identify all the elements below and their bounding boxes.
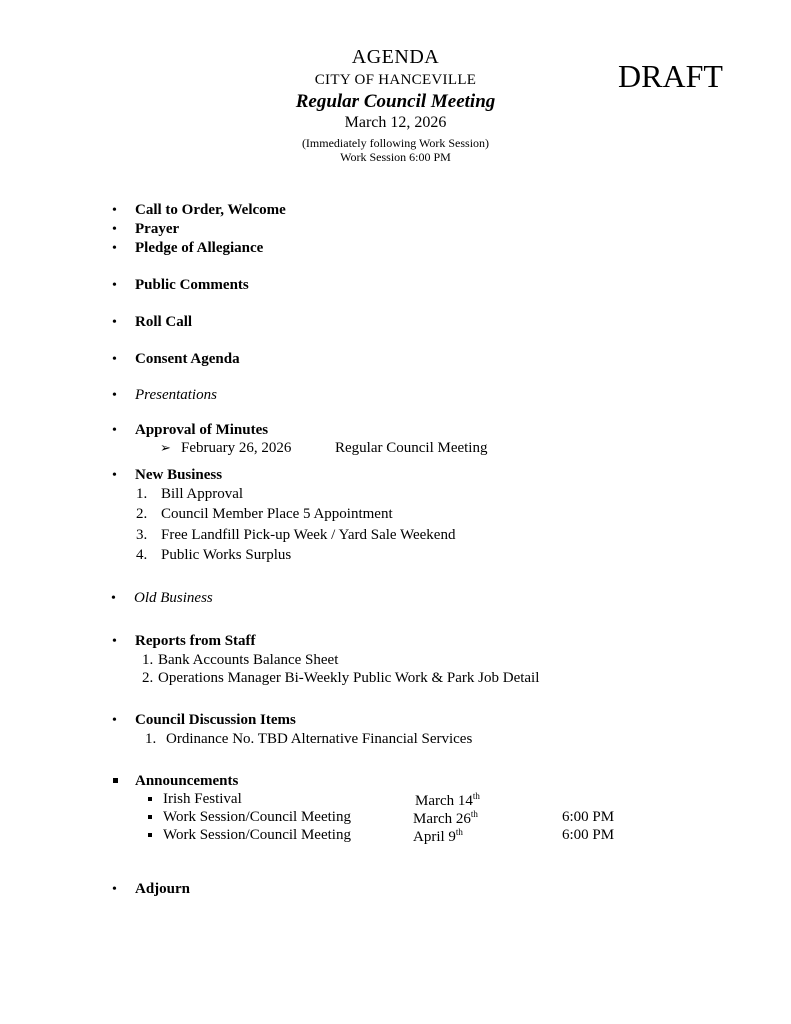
announcement-event: Irish Festival xyxy=(163,791,242,807)
bullet-icon: • xyxy=(112,882,117,897)
square-bullet-icon xyxy=(148,815,152,819)
work-session-time: Work Session 6:00 PM xyxy=(340,150,451,164)
roll-call: Roll Call xyxy=(135,314,193,330)
announcement-event: Work Session/Council Meeting xyxy=(163,809,351,825)
announcement-time: 6:00 PM xyxy=(562,809,615,825)
list-item: Operations Manager Bi-Weekly Public Work & Park Job Detail xyxy=(158,670,540,686)
adjourn: Adjourn xyxy=(135,881,191,897)
bullet-icon: • xyxy=(112,352,117,367)
approval-of-minutes: Approval of Minutes xyxy=(135,422,269,438)
minutes-date: February 26, 2026 xyxy=(181,440,292,456)
square-bullet-icon xyxy=(148,797,152,801)
bullet-icon: • xyxy=(112,222,117,237)
list-number: 1. xyxy=(136,486,148,502)
list-number: 1. xyxy=(145,731,157,747)
bullet-icon: • xyxy=(112,241,117,256)
announcement-date: March 14th xyxy=(415,791,480,809)
arrow-icon: ➢ xyxy=(160,440,171,455)
agenda-title: AGENDA xyxy=(351,46,440,68)
list-number: 2. xyxy=(136,506,148,522)
draft-label: DRAFT xyxy=(618,58,723,94)
bullet-icon: • xyxy=(112,468,117,483)
bullet-icon: • xyxy=(112,713,117,728)
meeting-title: Regular Council Meeting xyxy=(295,91,496,112)
bullet-icon: • xyxy=(111,591,116,606)
list-item: Bill Approval xyxy=(161,486,244,502)
reports-from-staff: Reports from Staff xyxy=(135,633,256,649)
bullet-icon: • xyxy=(112,315,117,330)
square-bullet-icon xyxy=(148,833,152,837)
meeting-note: (Immediately following Work Session) xyxy=(301,136,490,150)
consent-agenda: Consent Agenda xyxy=(135,351,240,367)
square-bullet-icon xyxy=(113,778,118,783)
bullet-icon: • xyxy=(112,203,117,218)
bullet-icon: • xyxy=(112,634,117,649)
announcement-event: Work Session/Council Meeting xyxy=(163,827,351,843)
list-item: Ordinance No. TBD Alternative Financial Services xyxy=(166,731,473,747)
old-business: Old Business xyxy=(134,590,213,606)
announcements: Announcements xyxy=(135,773,239,789)
meeting-date: March 12, 2026 xyxy=(344,114,447,131)
announcement-time: 6:00 PM xyxy=(562,827,615,843)
announcement-date: April 9th xyxy=(413,827,463,845)
pledge: Pledge of Allegiance xyxy=(135,240,264,256)
list-item: Free Landfill Pick-up Week / Yard Sale Weekend xyxy=(161,527,456,543)
list-number: 3. xyxy=(136,527,148,543)
list-item: Council Member Place 5 Appointment xyxy=(161,506,393,522)
bullet-icon: • xyxy=(112,278,117,293)
council-discussion: Council Discussion Items xyxy=(135,712,296,728)
list-number: 1. xyxy=(142,652,154,668)
bullet-icon: • xyxy=(112,423,117,438)
city-name: CITY OF HANCEVILLE xyxy=(314,72,477,88)
new-business: New Business xyxy=(135,467,223,483)
bullet-icon: • xyxy=(112,388,117,403)
call-to-order: Call to Order, Welcome xyxy=(135,202,286,218)
prayer: Prayer xyxy=(135,221,180,237)
list-item: Public Works Surplus xyxy=(161,547,292,563)
minutes-type: Regular Council Meeting xyxy=(335,440,488,456)
list-number: 2. xyxy=(142,670,154,686)
list-item: Bank Accounts Balance Sheet xyxy=(158,652,339,668)
list-number: 4. xyxy=(136,547,148,563)
announcement-date: March 26th xyxy=(413,809,478,827)
public-comments: Public Comments xyxy=(135,277,249,293)
presentations: Presentations xyxy=(135,387,217,403)
